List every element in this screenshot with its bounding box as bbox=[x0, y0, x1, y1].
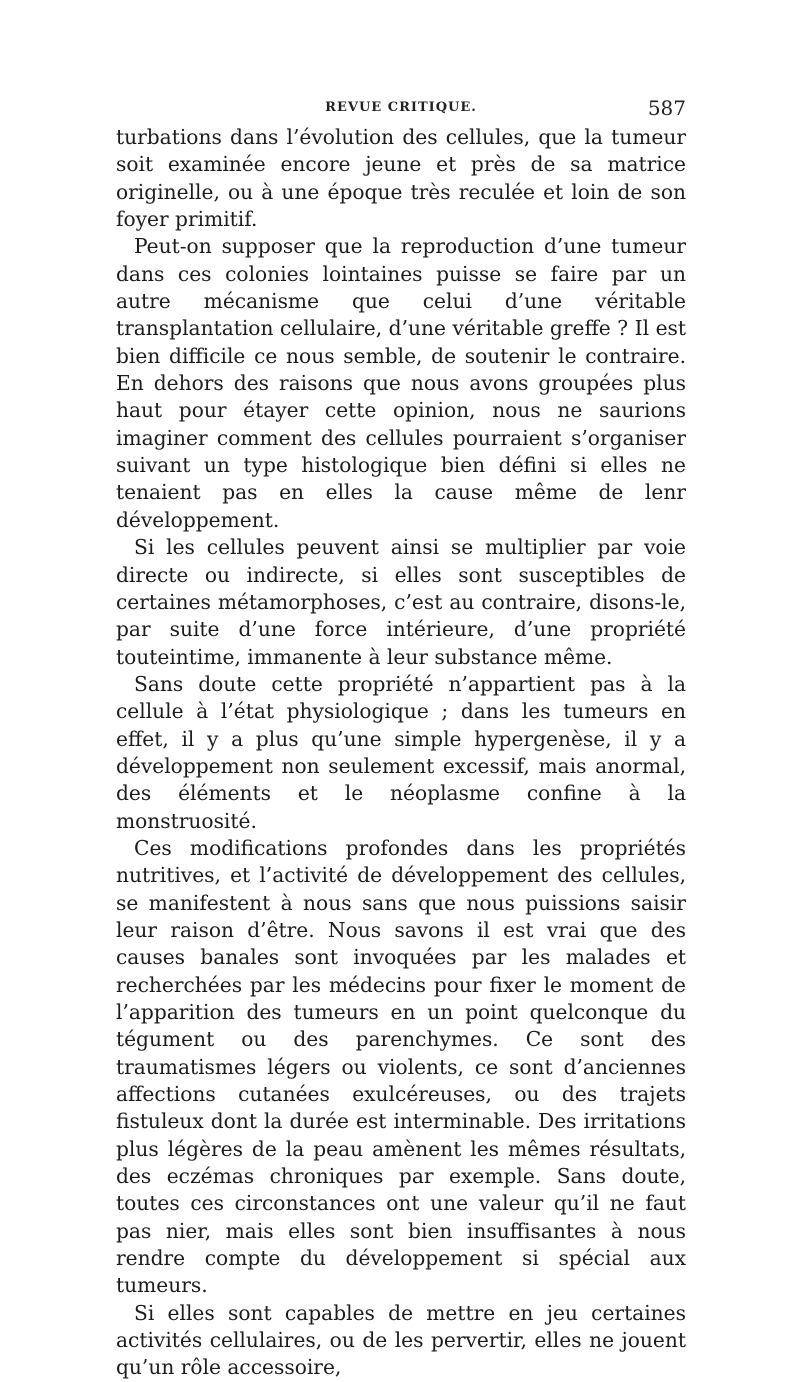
paragraph-4: Sans doute cette propriété n’appartient pas à la cellule à l’état physiologique ; dans les tumeurs en effet, il y a plus qu’une simple hypergenèse, il y a développement non seulement excessif, mais anormal, des éléments et le néoplasme confine à la monstruosité. bbox=[116, 671, 686, 833]
paragraph-6: Si elles sont capables de mettre en jeu certaines activités cellulaires, ou de les pervertir, elles ne jouent qu’un rôle accessoire, bbox=[116, 1300, 686, 1380]
paragraph-1: turbations dans l’évolution des cellules, que la tumeur soit examinée encore jeune et près de sa matrice originelle, ou à une époque très reculée et loin de son foyer primitif. bbox=[116, 125, 686, 232]
body-text bbox=[116, 124, 686, 1382]
paragraph-3: Si les cellules peuvent ainsi se multiplier par voie directe ou indirecte, si elles sont susceptibles de certaines métamorphoses, c’est au contraire, disons-le, par suite d’une force intérieure, d’une propriété touteintime, immanente à leur substance même. bbox=[116, 535, 686, 669]
page-number: 587 bbox=[647, 96, 686, 120]
running-head bbox=[116, 96, 686, 124]
paragraph-5: Ces modifications profondes dans les propriétés nutritives, et l’activité de développement des cellules, se manifestent à nous sans que nous puissions saisir leur raison d’être. Nous savons il est vrai que des causes banales sont invoquées par les malades et recherchées par les médecins pour fixer le moment de l’apparition des tumeurs en un point quelconque du tégument ou des parenchymes. Ce sont des traumatismes légers ou violents, ce sont d’anciennes affections cutanées exulcéreuses, ou des trajets fistuleux dont la durée est interminable. Des irritations plus légères de la peau amènent les mêmes résultats, des eczémas chroniques par exemple. Sans doute, toutes ces circonstances ont une valeur qu’il ne faut pas nier, mais elles sont bien insuffisantes à nous rendre compte du développement si spécial aux tumeurs. bbox=[116, 835, 686, 1298]
paragraph-2: Peut-on supposer que la reproduction d’une tumeur dans ces colonies lointaines puisse se faire par un autre mécanisme que celui d’une véritable transplantation cellulaire, d’une véritable greffe ? Il est bien difficile ce nous semble, de soutenir le contraire. En dehors des raisons que nous avons groupées plus haut pour étayer cette opinion, nous ne saurions imaginer comment des cellules pourraient s’organiser suivant un type histologique bien défini si elles ne tenaient pas en elles la cause même de lenr développement. bbox=[116, 234, 686, 532]
running-title: REVUE CRITIQUE. bbox=[325, 100, 477, 115]
